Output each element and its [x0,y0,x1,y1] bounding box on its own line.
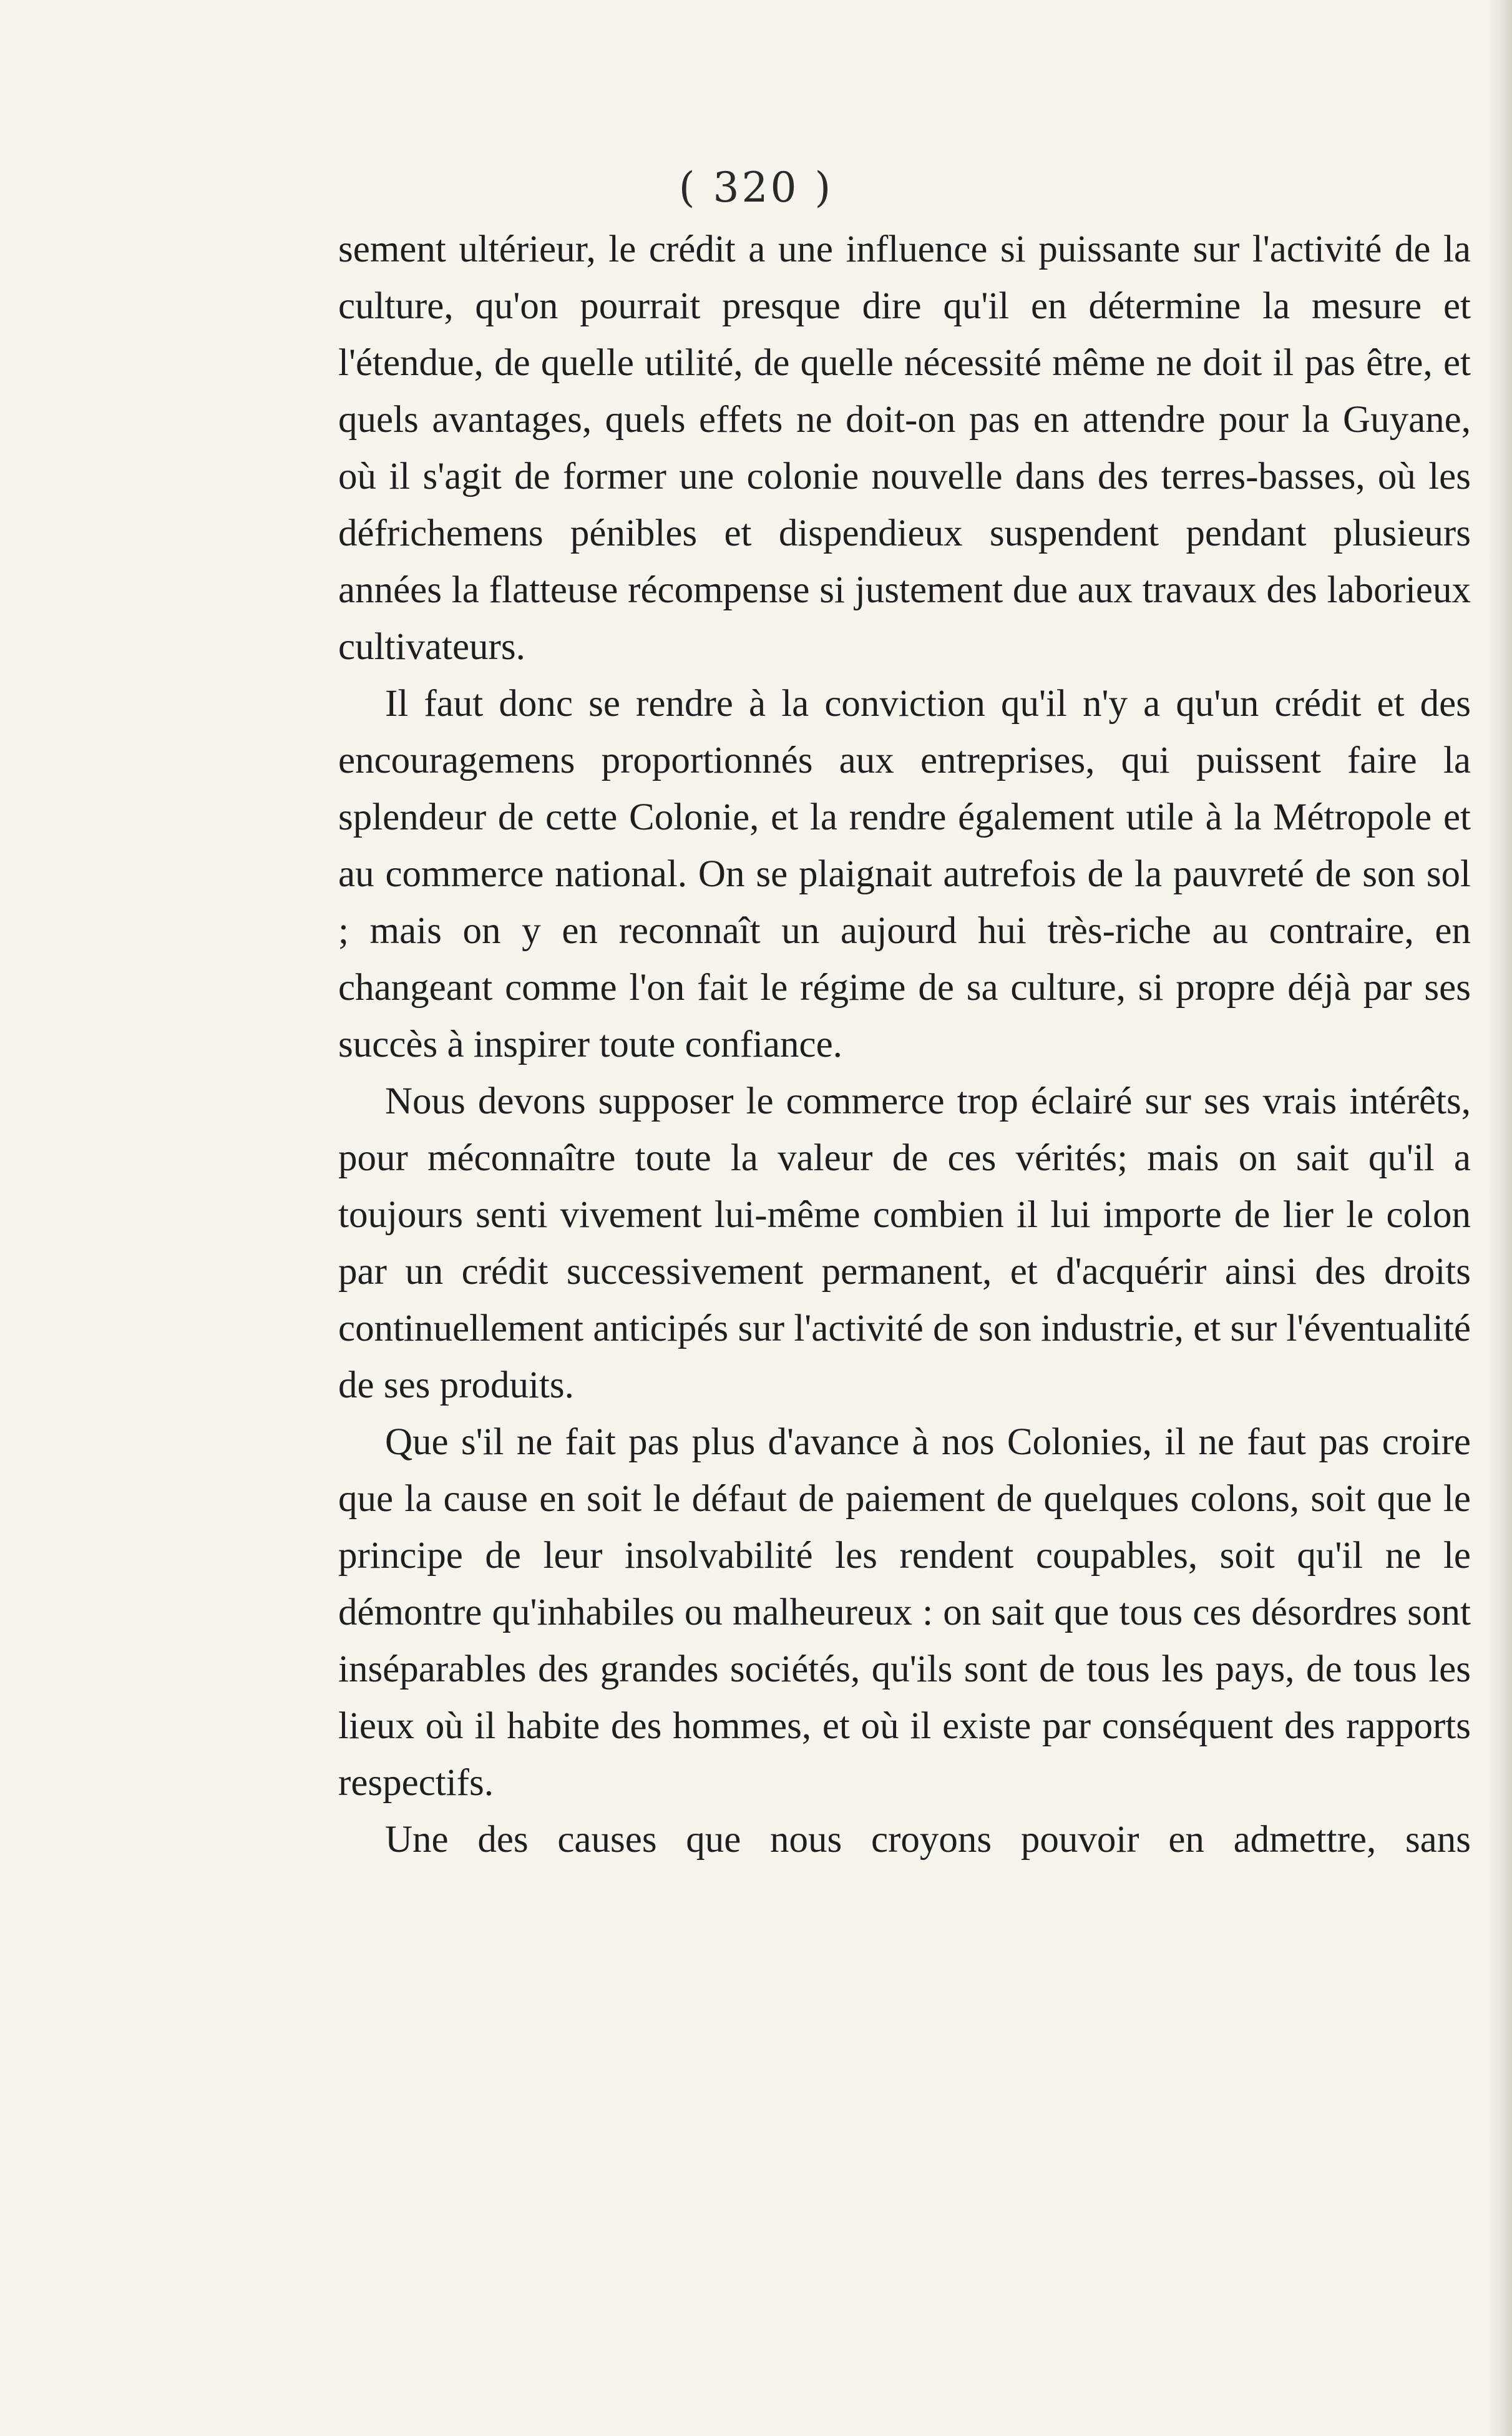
paragraph-2: Il faut donc se rendre à la conviction qu'il n'y a qu'un crédit et des encouragemens proportionnés aux entreprises, qui puissent faire la splendeur de cette Colonie, et la rendre également utile à la Métropole et au commerce national. On se plaignait autrefois de la pauvreté de son sol ; mais on y en reconnaît un aujourd hui très-riche au contraire, en changeant comme l'on fait le régime de sa culture, si propre déjà par ses succès à inspirer toute confiance. [338,683,1471,1065]
paragraph-5: Une des causes que nous croyons pouvoir en admettre, sans [385,1819,1471,1861]
paragraph-1: sement ultérieur, le crédit a une influence si puissante sur l'activité de la culture, qu'on pourrait presque dire qu'il en détermine la mesure et l'étendue, de quelle utilité, de quelle nécessité même ne doit il pas être, et quels avantages, quels effets ne doit-on pas en attendre pour la Guyane, où il s'agit de former une colonie nouvelle dans des terres-basses, où les défrichemens pénibles et dispendieux suspendent pendant plusieurs années la flatteuse récompense si justement due aux travaux des laborieux cultivateurs. [338,228,1471,668]
page-edge-shadow [1488,0,1512,2436]
paragraph-3: Nous devons supposer le commerce trop éclairé sur ses vrais intérêts, pour méconnaître toute la valeur de ces vérités; mais on sait qu'il a toujours senti vivement lui-même combien il lui importe de lier le colon par un crédit successivement permanent, et d'acquérir ainsi des droits continuellement anticipés sur l'activité de son industrie, et sur l'éventualité de ses produits. [338,1080,1471,1406]
body-text [338,221,1471,1868]
paragraph-4: Que s'il ne fait pas plus d'avance à nos Colonies, il ne faut pas croire que la cause en soit le défaut de paiement de quelques colons, soit que le principe de leur insolvabilité les rendent coupables, soit qu'il ne le démontre qu'inhabiles ou malheureux : on sait que tous ces désordres sont inséparables des grandes sociétés, qu'ils sont de tous les pays, de tous les lieux où il habite des hommes, et où il existe par conséquent des rapports respectifs. [338,1421,1471,1804]
page-number-header: ( 320 ) [678,164,834,212]
